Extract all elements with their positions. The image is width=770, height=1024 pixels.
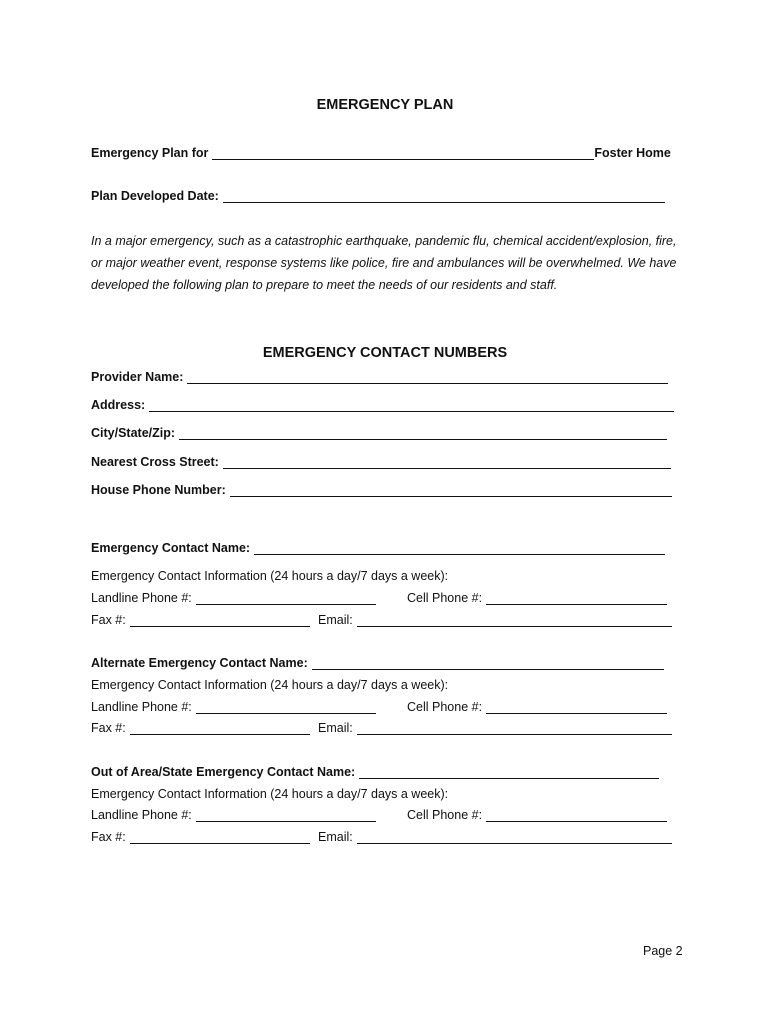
plan-for-label: Emergency Plan for [91, 146, 209, 160]
landline-field[interactable] [196, 701, 376, 714]
city-state-zip-row [91, 426, 667, 440]
alternate-contact-name-label: Alternate Emergency Contact Name: [91, 656, 308, 670]
cross-street-field[interactable] [223, 456, 671, 469]
out-of-area-contact-name-field[interactable] [359, 766, 659, 779]
provider-name-label: Provider Name: [91, 370, 184, 384]
city-state-zip-field[interactable] [179, 427, 667, 440]
plan-for-field[interactable] [212, 147, 594, 160]
fax-field[interactable] [130, 831, 310, 844]
plan-for-row [91, 146, 671, 160]
intro-paragraph [91, 230, 686, 296]
email-field[interactable] [357, 614, 672, 627]
plan-date-label: Plan Developed Date: [91, 189, 219, 203]
landline-field[interactable] [196, 592, 376, 605]
out-of-area-contact-name-label: Out of Area/State Emergency Contact Name: [91, 765, 356, 779]
fax-row [91, 721, 310, 735]
provider-name-field[interactable] [187, 371, 668, 384]
cell-field[interactable] [486, 701, 667, 714]
cell-label: Cell Phone #: [407, 591, 483, 605]
contact-numbers-heading: EMERGENCY CONTACT NUMBERS [262, 345, 508, 361]
cross-street-label: Nearest Cross Street: [91, 455, 219, 469]
plan-date-row [91, 189, 665, 203]
contact-info-label: Emergency Contact Information (24 hours a day/7 days a week): [91, 678, 449, 692]
cell-label: Cell Phone #: [407, 808, 483, 822]
house-phone-row [91, 483, 672, 497]
emergency-contact-name-field[interactable] [254, 542, 665, 555]
house-phone-field[interactable] [230, 484, 672, 497]
fax-field[interactable] [130, 614, 310, 627]
cell-label: Cell Phone #: [407, 700, 483, 714]
cell-row [407, 808, 667, 822]
fax-field[interactable] [130, 722, 310, 735]
fax-row [91, 613, 310, 627]
address-field[interactable] [149, 399, 674, 412]
fax-label: Fax #: [91, 830, 126, 844]
cell-row [407, 700, 667, 714]
email-row [318, 830, 672, 844]
page-title: EMERGENCY PLAN [316, 97, 454, 113]
landline-label: Landline Phone #: [91, 808, 192, 822]
landline-row [91, 591, 376, 605]
house-phone-label: House Phone Number: [91, 483, 226, 497]
emergency-contact-name-label: Emergency Contact Name: [91, 541, 251, 555]
plan-date-field[interactable] [223, 190, 665, 203]
plan-for-suffix: Foster Home [594, 146, 671, 160]
contact-info-label: Emergency Contact Information (24 hours a day/7 days a week): [91, 787, 449, 801]
landline-label: Landline Phone #: [91, 591, 192, 605]
fax-label: Fax #: [91, 721, 126, 735]
cell-field[interactable] [486, 592, 667, 605]
cell-row [407, 591, 667, 605]
landline-row [91, 808, 376, 822]
email-field[interactable] [357, 831, 672, 844]
email-label: Email: [318, 830, 353, 844]
email-label: Email: [318, 721, 353, 735]
fax-label: Fax #: [91, 613, 126, 627]
emergency-contact-name-row [91, 541, 665, 555]
alternate-contact-name-field[interactable] [312, 657, 664, 670]
email-row [318, 613, 672, 627]
fax-row [91, 830, 310, 844]
landline-field[interactable] [196, 809, 376, 822]
address-label: Address: [91, 398, 146, 412]
email-row [318, 721, 672, 735]
email-label: Email: [318, 613, 353, 627]
page-number: Page 2 [643, 944, 683, 958]
address-row [91, 398, 674, 412]
city-state-zip-label: City/State/Zip: [91, 426, 176, 440]
out-of-area-contact-name-row [91, 765, 659, 779]
cell-field[interactable] [486, 809, 667, 822]
contact-info-label: Emergency Contact Information (24 hours a day/7 days a week): [91, 569, 449, 583]
cross-street-row [91, 455, 671, 469]
intro-text: In a major emergency, such as a catastrophic earthquake, pandemic flu, chemical accident/explosion, fire, or major weather event, response systems like police, fire and ambulances will be overwhelmed. We have developed the following plan to prepare to meet the needs of our residents and staff. [91, 234, 677, 292]
email-field[interactable] [357, 722, 672, 735]
alternate-contact-name-row [91, 656, 664, 670]
landline-row [91, 700, 376, 714]
landline-label: Landline Phone #: [91, 700, 192, 714]
provider-name-row [91, 370, 668, 384]
